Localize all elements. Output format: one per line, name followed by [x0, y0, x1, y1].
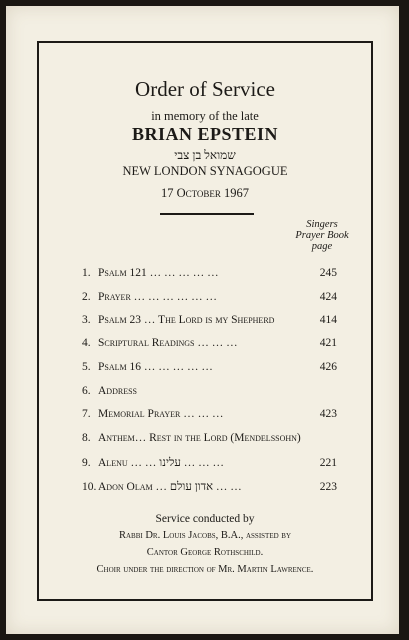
- list-item: [82, 361, 341, 379]
- item-page: 426: [319, 361, 337, 373]
- list-item: [82, 481, 341, 499]
- item-page: 245: [319, 267, 337, 279]
- list-item: [82, 291, 341, 309]
- item-text: Address: [98, 385, 137, 397]
- item-number: 6.: [82, 385, 91, 397]
- item-page: 423: [319, 408, 337, 420]
- list-item: [82, 385, 341, 403]
- list-item: [82, 267, 341, 285]
- list-item: [82, 408, 341, 426]
- item-text: Psalm 121 … … … … …: [98, 267, 219, 279]
- item-number: 4.: [82, 337, 91, 349]
- item-number: 5.: [82, 361, 91, 373]
- item-page: 424: [319, 291, 337, 303]
- item-text: Alenu … … עלינו … … …: [98, 457, 224, 469]
- page-column-header: [287, 219, 357, 252]
- list-item: [82, 337, 341, 355]
- closing-line4: Choir under the direction of Mr. Martin Lawrence.: [96, 564, 314, 575]
- item-number: 9.: [82, 457, 91, 469]
- item-page: 421: [319, 337, 337, 349]
- item-number: 1.: [82, 267, 91, 279]
- item-text: Scriptural Readings … … …: [98, 337, 238, 349]
- hebrew-name: שמואל בן צבי: [174, 148, 236, 162]
- service-date: 17 October 1967: [160, 186, 250, 200]
- item-text: Adon Olam … אדון עולם … …: [98, 481, 242, 493]
- item-number: 10.: [82, 481, 97, 493]
- item-text: Prayer … … … … … …: [98, 291, 218, 303]
- list-item: [82, 457, 341, 475]
- item-page: 414: [319, 314, 337, 326]
- closing-line1: Service conducted by: [155, 513, 255, 525]
- item-number: 7.: [82, 408, 91, 420]
- closing-line3: Cantor George Rothschild.: [146, 547, 264, 558]
- item-number: 8.: [82, 432, 91, 444]
- item-text: Memorial Prayer … … …: [98, 408, 224, 420]
- list-item: [82, 314, 341, 332]
- item-page: 223: [319, 481, 337, 493]
- closing-line2: Rabbi Dr. Louis Jacobs, B.A., assisted by: [118, 530, 291, 541]
- list-item: [82, 432, 341, 450]
- item-text: Psalm 23 … The Lord is my Shepherd: [98, 314, 275, 326]
- item-page: 221: [319, 457, 337, 469]
- page-header-line1: Singers: [306, 219, 338, 230]
- item-text: Anthem… Rest in the Lord (Mendelssohn): [98, 432, 301, 444]
- order-of-service-card: [6, 6, 399, 634]
- memorial-subtitle: in memory of the late: [151, 109, 259, 123]
- border-frame: [37, 41, 373, 601]
- item-number: 2.: [82, 291, 91, 303]
- divider: [160, 213, 254, 215]
- page-title: Order of Service: [135, 77, 275, 101]
- item-number: 3.: [82, 314, 91, 326]
- page-header-line3: page: [311, 241, 333, 252]
- page-header-line2: Prayer Book: [295, 230, 349, 241]
- synagogue-name: NEW LONDON SYNAGOGUE: [122, 164, 288, 178]
- deceased-name: BRIAN EPSTEIN: [131, 124, 279, 144]
- item-text: Psalm 16 … … … … …: [98, 361, 213, 373]
